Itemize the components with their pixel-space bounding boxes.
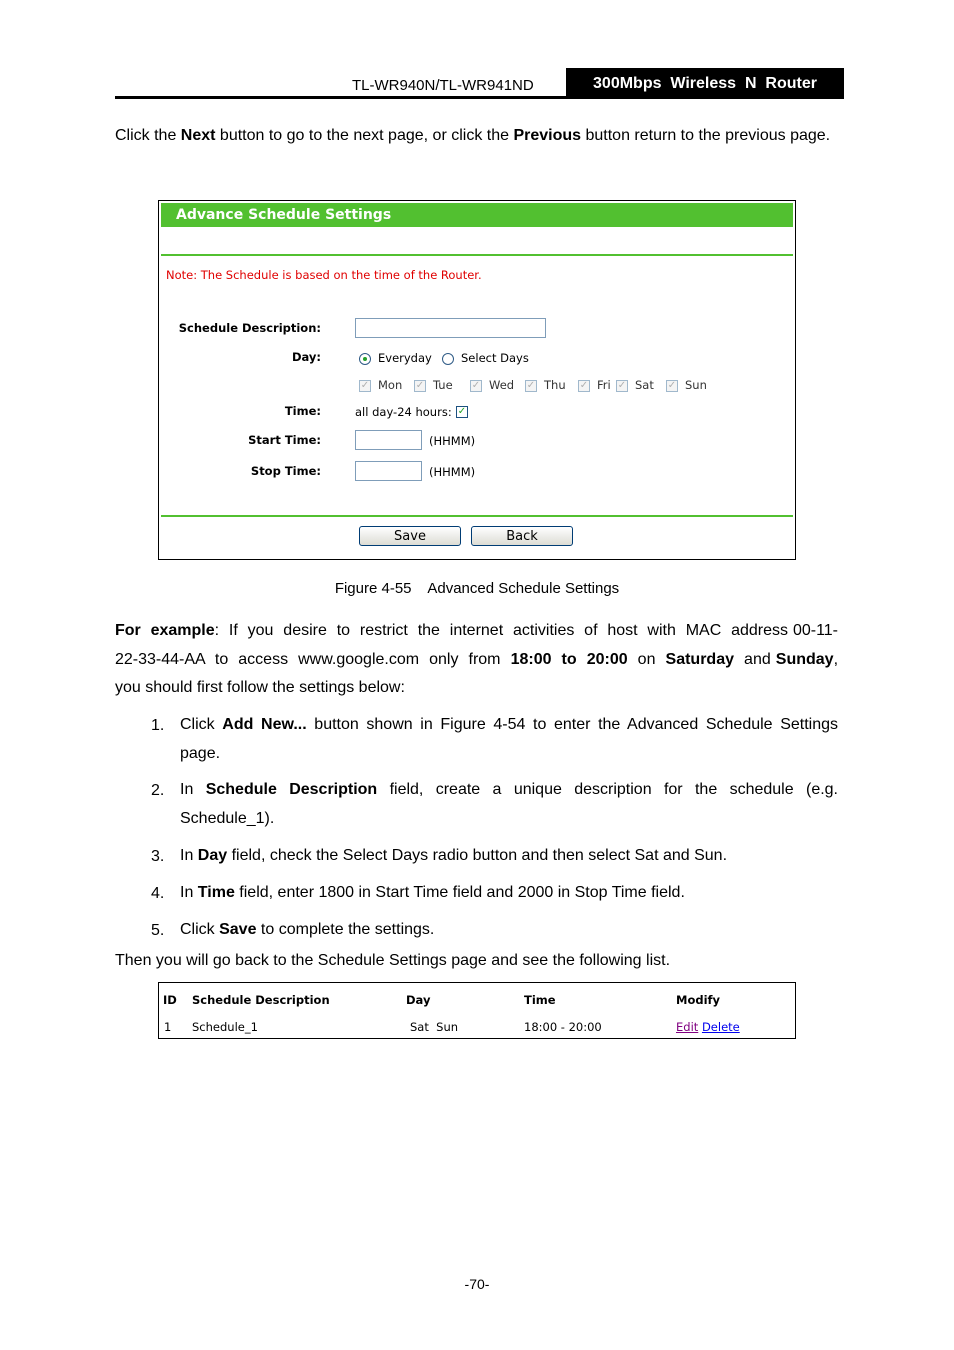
header-rule: [115, 96, 844, 99]
start-time-input[interactable]: [355, 430, 422, 450]
example-text: : If you desire to restrict the internet activities of host with MAC address 00-11-22-33-44-AA to access www.google.com only from: [115, 622, 839, 668]
panel-divider-top: [161, 254, 793, 256]
step-bold: Day: [197, 847, 228, 864]
column-header-modify: Modify: [676, 993, 721, 1007]
step-post: to complete the settings.: [256, 921, 435, 938]
day-label-tue: Tue: [433, 378, 453, 392]
example-bold: For example: [115, 622, 215, 639]
step-post: field, create a unique description for the schedule (e.g. Schedule_1).: [180, 781, 843, 827]
step-pre: In: [180, 847, 198, 864]
step-number: 1.: [151, 717, 165, 734]
day-label-sun: Sun: [685, 378, 707, 392]
stop-time-input[interactable]: [355, 461, 422, 481]
day-checkbox-thu[interactable]: ✓: [526, 380, 536, 391]
step-text: [180, 916, 838, 945]
step-bold: Add New...: [222, 716, 307, 733]
example-bold-saturday: Saturday: [665, 650, 734, 668]
day-label-wed: Wed: [489, 378, 515, 392]
page-number: -70-: [464, 1276, 490, 1292]
time-label: Time:: [284, 404, 321, 418]
example-bold-time: 18:00 to 20:00: [510, 650, 628, 668]
start-time-format: (HHMM): [429, 434, 476, 448]
example-bold-sunday: Sunday: [775, 650, 834, 668]
day-checkbox-tue[interactable]: ✓: [415, 380, 425, 391]
row-description: Schedule_1: [192, 1020, 258, 1034]
schedule-description-label: Schedule Description:: [178, 321, 321, 335]
figure-caption: Figure 4-55 Advanced Schedule Settings: [334, 580, 620, 597]
step-text: [180, 776, 843, 833]
stop-time-format: (HHMM): [429, 465, 476, 479]
intro-text: button return to the previous page.: [581, 127, 831, 144]
example-text: and: [734, 650, 776, 668]
start-time-label: Start Time:: [248, 433, 321, 447]
intro-text: Click the: [115, 127, 181, 144]
intro-text: button to go to the next page, or click the: [215, 127, 514, 144]
step-number: 2.: [151, 782, 165, 799]
step-number: 4.: [151, 885, 165, 902]
select-days-radio[interactable]: [442, 353, 454, 365]
everyday-radio[interactable]: [359, 353, 371, 365]
delete-link[interactable]: Delete: [701, 1020, 740, 1034]
schedule-list-table: [158, 982, 796, 1039]
example-text: on: [627, 650, 666, 668]
select-days-label: Select Days: [461, 351, 529, 365]
save-button[interactable]: Save: [359, 526, 461, 546]
step-number: 3.: [151, 848, 165, 865]
step-number: 5.: [151, 922, 165, 939]
row-time: 18:00 - 20:00: [524, 1020, 602, 1034]
everyday-label: Everyday: [378, 351, 432, 365]
step-bold: Time: [197, 884, 235, 901]
step-text: [180, 879, 838, 908]
example-text: , you should first follow the settings below:: [115, 650, 839, 696]
stop-time-label: Stop Time:: [250, 464, 321, 478]
column-header-id: ID: [163, 993, 177, 1007]
day-label-fri: Fri: [597, 378, 611, 392]
day-checkbox-fri[interactable]: ✓: [579, 380, 589, 391]
example-paragraph: [115, 617, 838, 703]
intro-bold-previous: Previous: [513, 127, 582, 144]
step-pre: Click: [180, 716, 223, 733]
column-header-day: Day: [406, 993, 431, 1007]
panel-divider-bottom: [161, 515, 793, 517]
step-pre: Click: [180, 921, 220, 938]
day-checkbox-wed[interactable]: ✓: [471, 380, 481, 391]
step-post: field, check the Select Days radio button and then select Sat and Sun.: [227, 847, 728, 864]
day-label-mon: Mon: [378, 378, 403, 392]
step-bold: Schedule Description: [205, 781, 378, 798]
step-post: field, enter 1800 in Start Time field and 2000 in Stop Time field.: [234, 884, 685, 901]
advance-schedule-panel: [158, 200, 796, 560]
doc-product-header: 300Mbps Wireless N Router: [566, 68, 844, 99]
day-label-thu: Thu: [544, 378, 566, 392]
doc-model-header: TL-WR940N/TL-WR941ND: [352, 77, 534, 94]
column-header-description: Schedule Description: [192, 993, 330, 1007]
step-text: [180, 711, 838, 768]
row-modify: [676, 1020, 740, 1034]
intro-paragraph: [115, 122, 838, 151]
schedule-description-input[interactable]: [355, 318, 546, 338]
day-label: Day:: [291, 350, 321, 364]
step-text: [180, 842, 838, 871]
step-pre: In: [180, 884, 198, 901]
schedule-note: Note: The Schedule is based on the time of the Router.: [166, 268, 482, 282]
step-bold: Save: [219, 921, 257, 938]
step-pre: In: [180, 781, 206, 798]
step-post: button shown in Figure 4-54 to enter the Advanced Schedule Settings page.: [180, 716, 839, 762]
panel-title: Advance Schedule Settings: [161, 203, 793, 227]
day-label-sat: Sat: [635, 378, 654, 392]
all-day-checkbox[interactable]: ✓: [457, 406, 467, 417]
day-checkbox-mon[interactable]: ✓: [360, 380, 370, 391]
row-day: Sat Sun: [410, 1020, 459, 1034]
intro-bold-next: Next: [180, 127, 216, 144]
back-button[interactable]: Back: [471, 526, 573, 546]
edit-link[interactable]: Edit: [676, 1020, 699, 1034]
row-id: 1: [164, 1020, 172, 1034]
day-checkbox-sat[interactable]: ✓: [617, 380, 627, 391]
all-day-label: all day-24 hours:: [355, 405, 452, 419]
column-header-time: Time: [524, 993, 556, 1007]
day-checkbox-sun[interactable]: ✓: [667, 380, 677, 391]
then-paragraph: Then you will go back to the Schedule Settings page and see the following list.: [115, 952, 671, 969]
